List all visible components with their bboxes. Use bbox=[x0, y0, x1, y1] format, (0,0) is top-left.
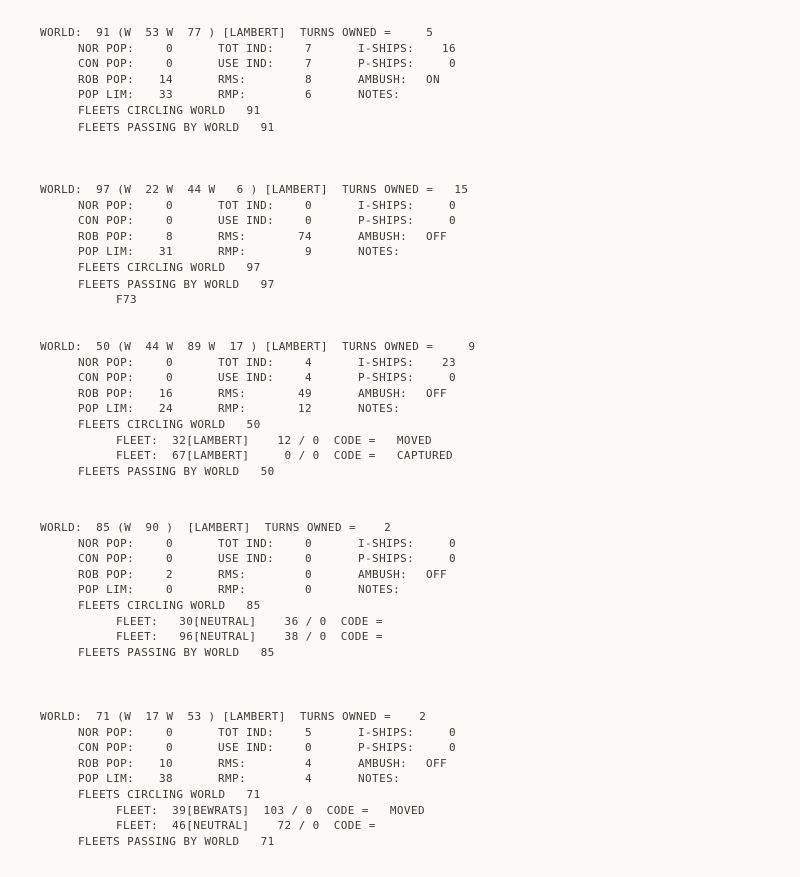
stat-label: I-SHIPS: bbox=[358, 42, 415, 55]
stat-label: TOT IND: bbox=[218, 356, 275, 369]
fleets-passing-line: FLEETS PASSING BY WORLD 50 bbox=[78, 465, 275, 478]
fleets-passing-line: FLEETS PASSING BY WORLD 85 bbox=[78, 646, 275, 659]
stat-value: 16 bbox=[158, 387, 173, 400]
stat-value: ON bbox=[426, 73, 441, 86]
fleet-line: FLEET: 96[NEUTRAL] 38 / 0 CODE = bbox=[116, 630, 383, 643]
stat-value: 5 bbox=[304, 726, 312, 739]
stat-label: POP LIM: bbox=[78, 88, 135, 101]
stat-value: 4 bbox=[304, 371, 312, 384]
stat-value: 7 bbox=[304, 42, 312, 55]
stat-value: 0 bbox=[165, 371, 173, 384]
stat-label: P-SHIPS: bbox=[358, 371, 415, 384]
fleet-line: FLEET: 30[NEUTRAL] 36 / 0 CODE = bbox=[116, 615, 383, 628]
stat-label: TOT IND: bbox=[218, 537, 275, 550]
stat-value: 0 bbox=[165, 42, 173, 55]
stat-label: TOT IND: bbox=[218, 199, 275, 212]
fleets-circling-line: FLEETS CIRCLING WORLD 91 bbox=[78, 104, 261, 117]
stat-label: TOT IND: bbox=[218, 42, 275, 55]
fleet-line: FLEET: 39[BEWRATS] 103 / 0 CODE = MOVED bbox=[116, 804, 425, 817]
world-header: WORLD: 85 (W 90 ) [LAMBERT] TURNS OWNED = 2 bbox=[40, 521, 392, 534]
stat-label: NOR POP: bbox=[78, 726, 135, 739]
stat-label: USE IND: bbox=[218, 214, 275, 227]
stat-value: 74 bbox=[297, 230, 312, 243]
stat-label: P-SHIPS: bbox=[358, 214, 415, 227]
world-header: WORLD: 91 (W 53 W 77 ) [LAMBERT] TURNS OWNED = 5 bbox=[40, 26, 434, 39]
stat-value: 0 bbox=[304, 552, 312, 565]
stat-label: NOR POP: bbox=[78, 356, 135, 369]
world-header: WORLD: 71 (W 17 W 53 ) [LAMBERT] TURNS OWNED = 2 bbox=[40, 710, 427, 723]
stat-value: 0 bbox=[165, 741, 173, 754]
stat-label: NOR POP: bbox=[78, 537, 135, 550]
stat-label: POP LIM: bbox=[78, 245, 135, 258]
stat-label: USE IND: bbox=[218, 552, 275, 565]
stat-value: 0 bbox=[165, 57, 173, 70]
stat-value: 16 bbox=[441, 42, 456, 55]
stat-label: ROB POP: bbox=[78, 73, 135, 86]
world-header: WORLD: 97 (W 22 W 44 W 6 ) [LAMBERT] TURNS OWNED = 15 bbox=[40, 183, 469, 196]
stat-label: CON POP: bbox=[78, 371, 135, 384]
fleet-line: FLEET: 67[LAMBERT] 0 / 0 CODE = CAPTURED bbox=[116, 449, 454, 462]
stat-label: ROB POP: bbox=[78, 387, 135, 400]
stat-label: RMP: bbox=[218, 245, 247, 258]
stat-value: 0 bbox=[448, 214, 456, 227]
stat-label: USE IND: bbox=[218, 741, 275, 754]
stat-label: AMBUSH: bbox=[358, 757, 408, 770]
stat-value: 4 bbox=[304, 757, 312, 770]
stat-value: 23 bbox=[441, 356, 456, 369]
stat-value: 9 bbox=[304, 245, 312, 258]
stat-value: 0 bbox=[304, 741, 312, 754]
stat-value: 31 bbox=[158, 245, 173, 258]
stat-label: ROB POP: bbox=[78, 757, 135, 770]
fleets-circling-line: FLEETS CIRCLING WORLD 85 bbox=[78, 599, 261, 612]
stat-value: 38 bbox=[158, 772, 173, 785]
fleets-passing-line: FLEETS PASSING BY WORLD 91 bbox=[78, 121, 275, 134]
stat-label: I-SHIPS: bbox=[358, 356, 415, 369]
stat-label: AMBUSH: bbox=[358, 568, 408, 581]
fleets-circling-line: FLEETS CIRCLING WORLD 71 bbox=[78, 788, 261, 801]
stat-label: RMS: bbox=[218, 387, 247, 400]
stat-label: P-SHIPS: bbox=[358, 741, 415, 754]
stat-value: 0 bbox=[448, 371, 456, 384]
stat-label: NOTES: bbox=[358, 88, 401, 101]
stat-label: ROB POP: bbox=[78, 230, 135, 243]
stat-label: POP LIM: bbox=[78, 402, 135, 415]
stat-label: NOTES: bbox=[358, 402, 401, 415]
stat-label: AMBUSH: bbox=[358, 73, 408, 86]
stat-value: 0 bbox=[165, 537, 173, 550]
stat-label: NOR POP: bbox=[78, 199, 135, 212]
stat-value: 0 bbox=[448, 199, 456, 212]
stat-value: 0 bbox=[448, 537, 456, 550]
stat-label: CON POP: bbox=[78, 552, 135, 565]
stat-label: I-SHIPS: bbox=[358, 537, 415, 550]
stat-value: 4 bbox=[304, 356, 312, 369]
stat-label: I-SHIPS: bbox=[358, 726, 415, 739]
fleets-circling-line: FLEETS CIRCLING WORLD 50 bbox=[78, 418, 261, 431]
stat-label: RMP: bbox=[218, 583, 247, 596]
fleets-passing-line: FLEETS PASSING BY WORLD 97 bbox=[78, 278, 275, 291]
stat-label: CON POP: bbox=[78, 741, 135, 754]
stat-value: 24 bbox=[158, 402, 173, 415]
stat-label: I-SHIPS: bbox=[358, 199, 415, 212]
stat-value: 6 bbox=[304, 88, 312, 101]
fleets-passing-line: FLEETS PASSING BY WORLD 71 bbox=[78, 835, 275, 848]
stat-value: 12 bbox=[297, 402, 312, 415]
stat-label: USE IND: bbox=[218, 371, 275, 384]
stat-label: RMS: bbox=[218, 568, 247, 581]
stat-label: P-SHIPS: bbox=[358, 57, 415, 70]
fleets-circling-line: FLEETS CIRCLING WORLD 97 bbox=[78, 261, 261, 274]
stat-label: CON POP: bbox=[78, 57, 135, 70]
stat-value: 0 bbox=[165, 214, 173, 227]
stat-value: 0 bbox=[165, 552, 173, 565]
stat-label: NOR POP: bbox=[78, 42, 135, 55]
stat-value: 14 bbox=[158, 73, 173, 86]
stat-label: AMBUSH: bbox=[358, 387, 408, 400]
fleet-line: FLEET: 32[LAMBERT] 12 / 0 CODE = MOVED bbox=[116, 434, 433, 447]
stat-value: 8 bbox=[165, 230, 173, 243]
world-header: WORLD: 50 (W 44 W 89 W 17 ) [LAMBERT] TURNS OWNED = 9 bbox=[40, 340, 476, 353]
stat-label: RMS: bbox=[218, 757, 247, 770]
stat-label: NOTES: bbox=[358, 772, 401, 785]
fleet-line: FLEET: 46[NEUTRAL] 72 / 0 CODE = bbox=[116, 819, 376, 832]
stat-value: 0 bbox=[304, 214, 312, 227]
stat-label: NOTES: bbox=[358, 583, 401, 596]
stat-value: 33 bbox=[158, 88, 173, 101]
stat-value: 0 bbox=[448, 726, 456, 739]
stat-value: 0 bbox=[165, 199, 173, 212]
stat-value: 4 bbox=[304, 772, 312, 785]
stat-value: 0 bbox=[304, 537, 312, 550]
stat-value: OFF bbox=[426, 230, 448, 243]
stat-label: RMS: bbox=[218, 73, 247, 86]
stat-label: RMP: bbox=[218, 88, 247, 101]
stat-label: RMP: bbox=[218, 402, 247, 415]
stat-value: 0 bbox=[448, 552, 456, 565]
stat-label: P-SHIPS: bbox=[358, 552, 415, 565]
stat-value: 0 bbox=[165, 583, 173, 596]
stat-label: TOT IND: bbox=[218, 726, 275, 739]
passing-fleet-id: F73 bbox=[116, 293, 138, 306]
stat-value: 0 bbox=[165, 726, 173, 739]
stat-label: NOTES: bbox=[358, 245, 401, 258]
stat-label: POP LIM: bbox=[78, 583, 135, 596]
stat-value: OFF bbox=[426, 757, 448, 770]
stat-value: 49 bbox=[297, 387, 312, 400]
stat-value: 0 bbox=[304, 568, 312, 581]
stat-value: 0 bbox=[165, 356, 173, 369]
stat-value: 10 bbox=[158, 757, 173, 770]
stat-value: 0 bbox=[304, 583, 312, 596]
stat-label: USE IND: bbox=[218, 57, 275, 70]
stat-label: AMBUSH: bbox=[358, 230, 408, 243]
stat-value: OFF bbox=[426, 387, 448, 400]
stat-label: RMS: bbox=[218, 230, 247, 243]
stat-value: 7 bbox=[304, 57, 312, 70]
stat-label: ROB POP: bbox=[78, 568, 135, 581]
stat-value: 0 bbox=[448, 741, 456, 754]
stat-value: 2 bbox=[165, 568, 173, 581]
stat-value: 8 bbox=[304, 73, 312, 86]
stat-value: OFF bbox=[426, 568, 448, 581]
stat-value: 0 bbox=[304, 199, 312, 212]
stat-label: CON POP: bbox=[78, 214, 135, 227]
stat-label: RMP: bbox=[218, 772, 247, 785]
stat-value: 0 bbox=[448, 57, 456, 70]
stat-label: POP LIM: bbox=[78, 772, 135, 785]
